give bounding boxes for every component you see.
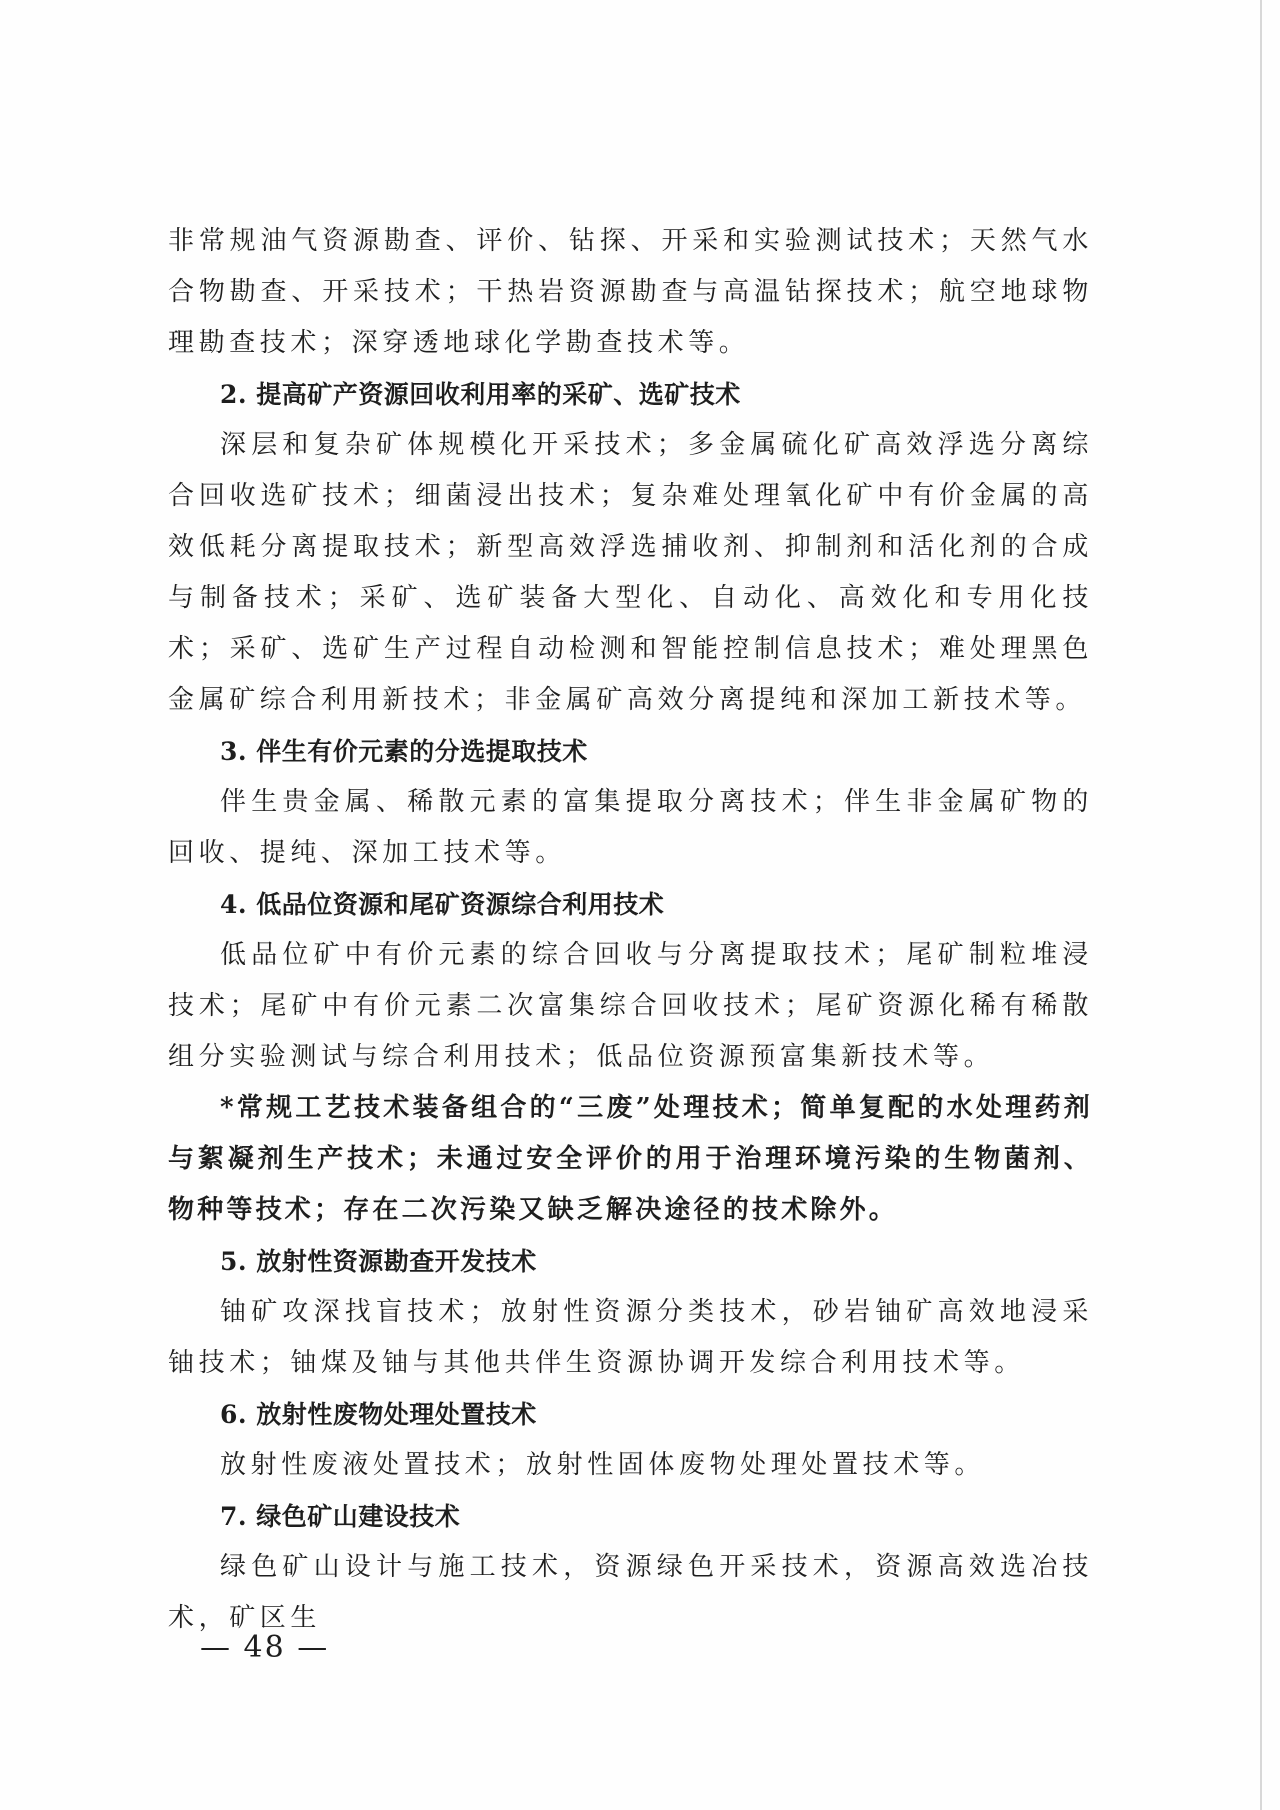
page-number: — 48 —: [200, 1630, 330, 1665]
paragraph-low-grade-resources: 低品位矿中有价元素的综合回收与分离提取技术；尾矿制粒堆浸技术；尾矿中有价元素二次富集综合回收技术；尾矿资源化稀有稀散组分实验测试与综合利用技术；低品位资源预富集新技术等。: [168, 940, 1093, 1072]
section-heading-4: 4. 低品位资源和尾矿资源综合利用技术: [220, 890, 665, 919]
section-heading-2: 2. 提高矿产资源回收利用率的采矿、选矿技术: [220, 380, 741, 409]
document-body: [168, 216, 1093, 1644]
exclusion-note: *常规工艺技术装备组合的“三废”处理技术；简单复配的水处理药剂与絮凝剂生产技术；未通过安全评价的用于治理环境污染的生物菌剂、物种等技术；存在二次污染又缺乏解决途径的技术除外。: [168, 1093, 1093, 1225]
paragraph-continued: 非常规油气资源勘查、评价、钻探、开采和实验测试技术；天然气水合物勘查、开采技术；干热岩资源勘查与高温钻探技术；航空地球物理勘查技术；深穿透地球化学勘查技术等。: [168, 226, 1093, 358]
paragraph-associated-elements: 伴生贵金属、稀散元素的富集提取分离技术；伴生非金属矿物的回收、提纯、深加工技术等。: [168, 787, 1093, 868]
paragraph-green-mining: 绿色矿山设计与施工技术，资源绿色开采技术，资源高效选冶技术，矿区生: [168, 1552, 1093, 1633]
section-heading-6: 6. 放射性废物处理处置技术: [220, 1400, 537, 1429]
section-heading-3: 3. 伴生有价元素的分选提取技术: [220, 737, 588, 766]
section-heading-5: 5. 放射性资源勘查开发技术: [220, 1247, 537, 1276]
paragraph-radioactive-resources: 铀矿攻深找盲技术；放射性资源分类技术，砂岩铀矿高效地浸采铀技术；铀煤及铀与其他共伴生资源协调开发综合利用技术等。: [168, 1297, 1093, 1378]
paragraph-radioactive-waste: 放射性废液处置技术；放射性固体废物处理处置技术等。: [220, 1450, 986, 1480]
section-heading-7: 7. 绿色矿山建设技术: [220, 1502, 461, 1531]
paragraph-mining-tech: 深层和复杂矿体规模化开采技术；多金属硫化矿高效浮选分离综合回收选矿技术；细菌浸出技术；复杂难处理氧化矿中有价金属的高效低耗分离提取技术；新型高效浮选捕收剂、抑制剂和活化剂的合成与制备技术；采矿、选矿装备大型化、自动化、高效化和专用化技术；采矿、选矿生产过程自动检测和智能控制信息技术；难处理黑色金属矿综合利用新技术；非金属矿高效分离提纯和深加工新技术等。: [168, 430, 1093, 715]
scan-edge-line: [1260, 0, 1262, 1810]
